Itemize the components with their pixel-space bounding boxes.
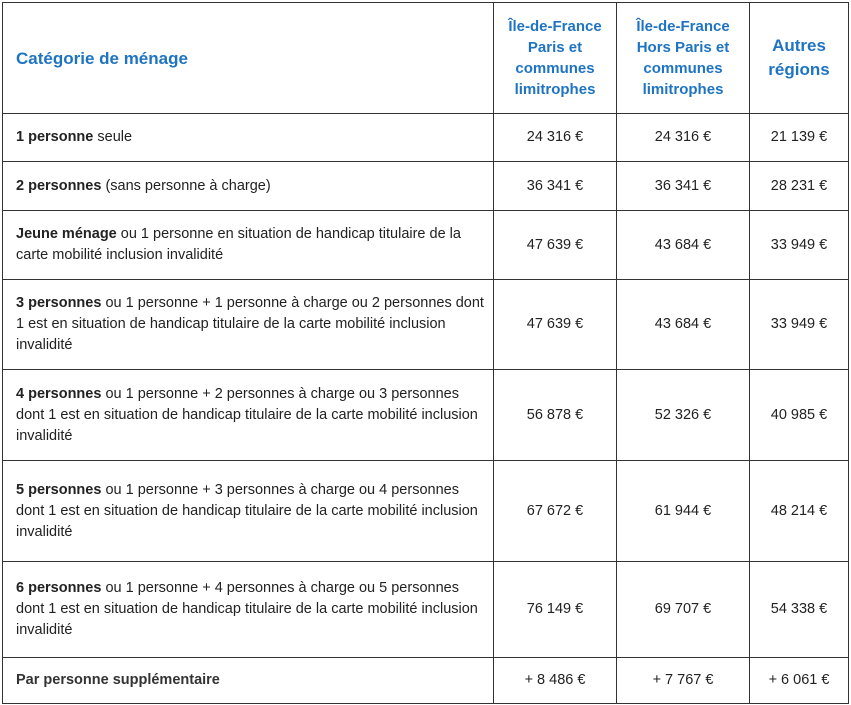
row-rest: seule xyxy=(93,129,133,145)
value-idf-paris: 24 316 € xyxy=(494,114,617,162)
value-autres-regions: 40 985 € xyxy=(750,370,849,461)
header-autres-regions: Autres régions xyxy=(750,3,849,114)
table-header-row xyxy=(3,3,849,114)
row-rest: ou 1 personne + 3 personnes à charge ou 4 personnes dont 1 est en situation de handicap titulaire de la carte mobilité inclusion invalidité xyxy=(16,481,478,540)
value-autres-regions: 21 139 € xyxy=(750,114,849,162)
value-idf-hors-paris: 43 684 € xyxy=(617,211,750,280)
value-idf-paris: 47 639 € xyxy=(494,280,617,370)
income-ceiling-table xyxy=(2,2,849,704)
row-category xyxy=(3,280,494,370)
value-autres-regions: 33 949 € xyxy=(750,280,849,370)
row-rest: ou 1 personne + 1 personne à charge ou 2 personnes dont 1 est en situation de handicap titulaire de la carte mobilité inclusion invalidité xyxy=(16,295,484,353)
row-rest: ou 1 personne + 2 personnes à charge ou 3 personnes dont 1 est en situation de handicap titulaire de la carte mobilité inclusion invalidité xyxy=(16,385,478,444)
value-autres-regions: 33 949 € xyxy=(750,211,849,280)
table-row xyxy=(3,562,849,658)
row-lead: 3 personnes xyxy=(16,295,102,311)
table-row xyxy=(3,114,849,162)
header-idf-hors-paris: Île-de-France Hors Paris et communes limitrophes xyxy=(617,3,750,114)
row-lead: 4 personnes xyxy=(16,385,102,402)
row-category xyxy=(3,114,494,162)
value-idf-hors-paris: 43 684 € xyxy=(617,280,750,370)
extra-idf-paris: + 8 486 € xyxy=(494,658,617,704)
row-category xyxy=(3,562,494,658)
header-category: Catégorie de ménage xyxy=(3,3,494,114)
value-idf-paris: 47 639 € xyxy=(494,211,617,280)
row-category xyxy=(3,461,494,562)
value-autres-regions: 54 338 € xyxy=(750,562,849,658)
value-idf-hors-paris: 24 316 € xyxy=(617,114,750,162)
table-row xyxy=(3,211,849,280)
table-row-extra-person xyxy=(3,658,849,704)
table-row xyxy=(3,280,849,370)
row-category xyxy=(3,162,494,211)
extra-autres-regions: + 6 061 € xyxy=(750,658,849,704)
value-idf-hors-paris: 36 341 € xyxy=(617,162,750,211)
row-rest: ou 1 personne + 4 personnes à charge ou 5 personnes dont 1 est en situation de handicap titulaire de la carte mobilité inclusion invalidité xyxy=(16,580,478,638)
row-lead: 1 personne xyxy=(16,129,94,145)
header-idf-paris: Île-de-France Paris et communes limitrophes xyxy=(494,3,617,114)
row-lead: 5 personnes xyxy=(16,481,102,498)
value-idf-paris: 36 341 € xyxy=(494,162,617,211)
value-idf-paris: 67 672 € xyxy=(494,461,617,562)
table-row xyxy=(3,370,849,461)
extra-idf-hors-paris: + 7 767 € xyxy=(617,658,750,704)
value-idf-paris: 56 878 € xyxy=(494,370,617,461)
row-category xyxy=(3,370,494,461)
value-idf-paris: 76 149 € xyxy=(494,562,617,658)
value-idf-hors-paris: 52 326 € xyxy=(617,370,750,461)
value-idf-hors-paris: 69 707 € xyxy=(617,562,750,658)
table-row xyxy=(3,162,849,211)
row-rest: ou 1 personne en situation de handicap titulaire de la carte mobilité inclusion invalidité xyxy=(16,226,461,263)
row-rest: (sans personne à charge) xyxy=(101,177,271,194)
row-lead: 2 personnes xyxy=(16,177,102,194)
row-lead: Jeune ménage xyxy=(16,226,117,242)
row-category xyxy=(3,211,494,280)
table-row xyxy=(3,461,849,562)
extra-person-label: Par personne supplémentaire xyxy=(3,658,494,704)
value-autres-regions: 28 231 € xyxy=(750,162,849,211)
row-lead: 6 personnes xyxy=(16,580,102,596)
value-autres-regions: 48 214 € xyxy=(750,461,849,562)
value-idf-hors-paris: 61 944 € xyxy=(617,461,750,562)
